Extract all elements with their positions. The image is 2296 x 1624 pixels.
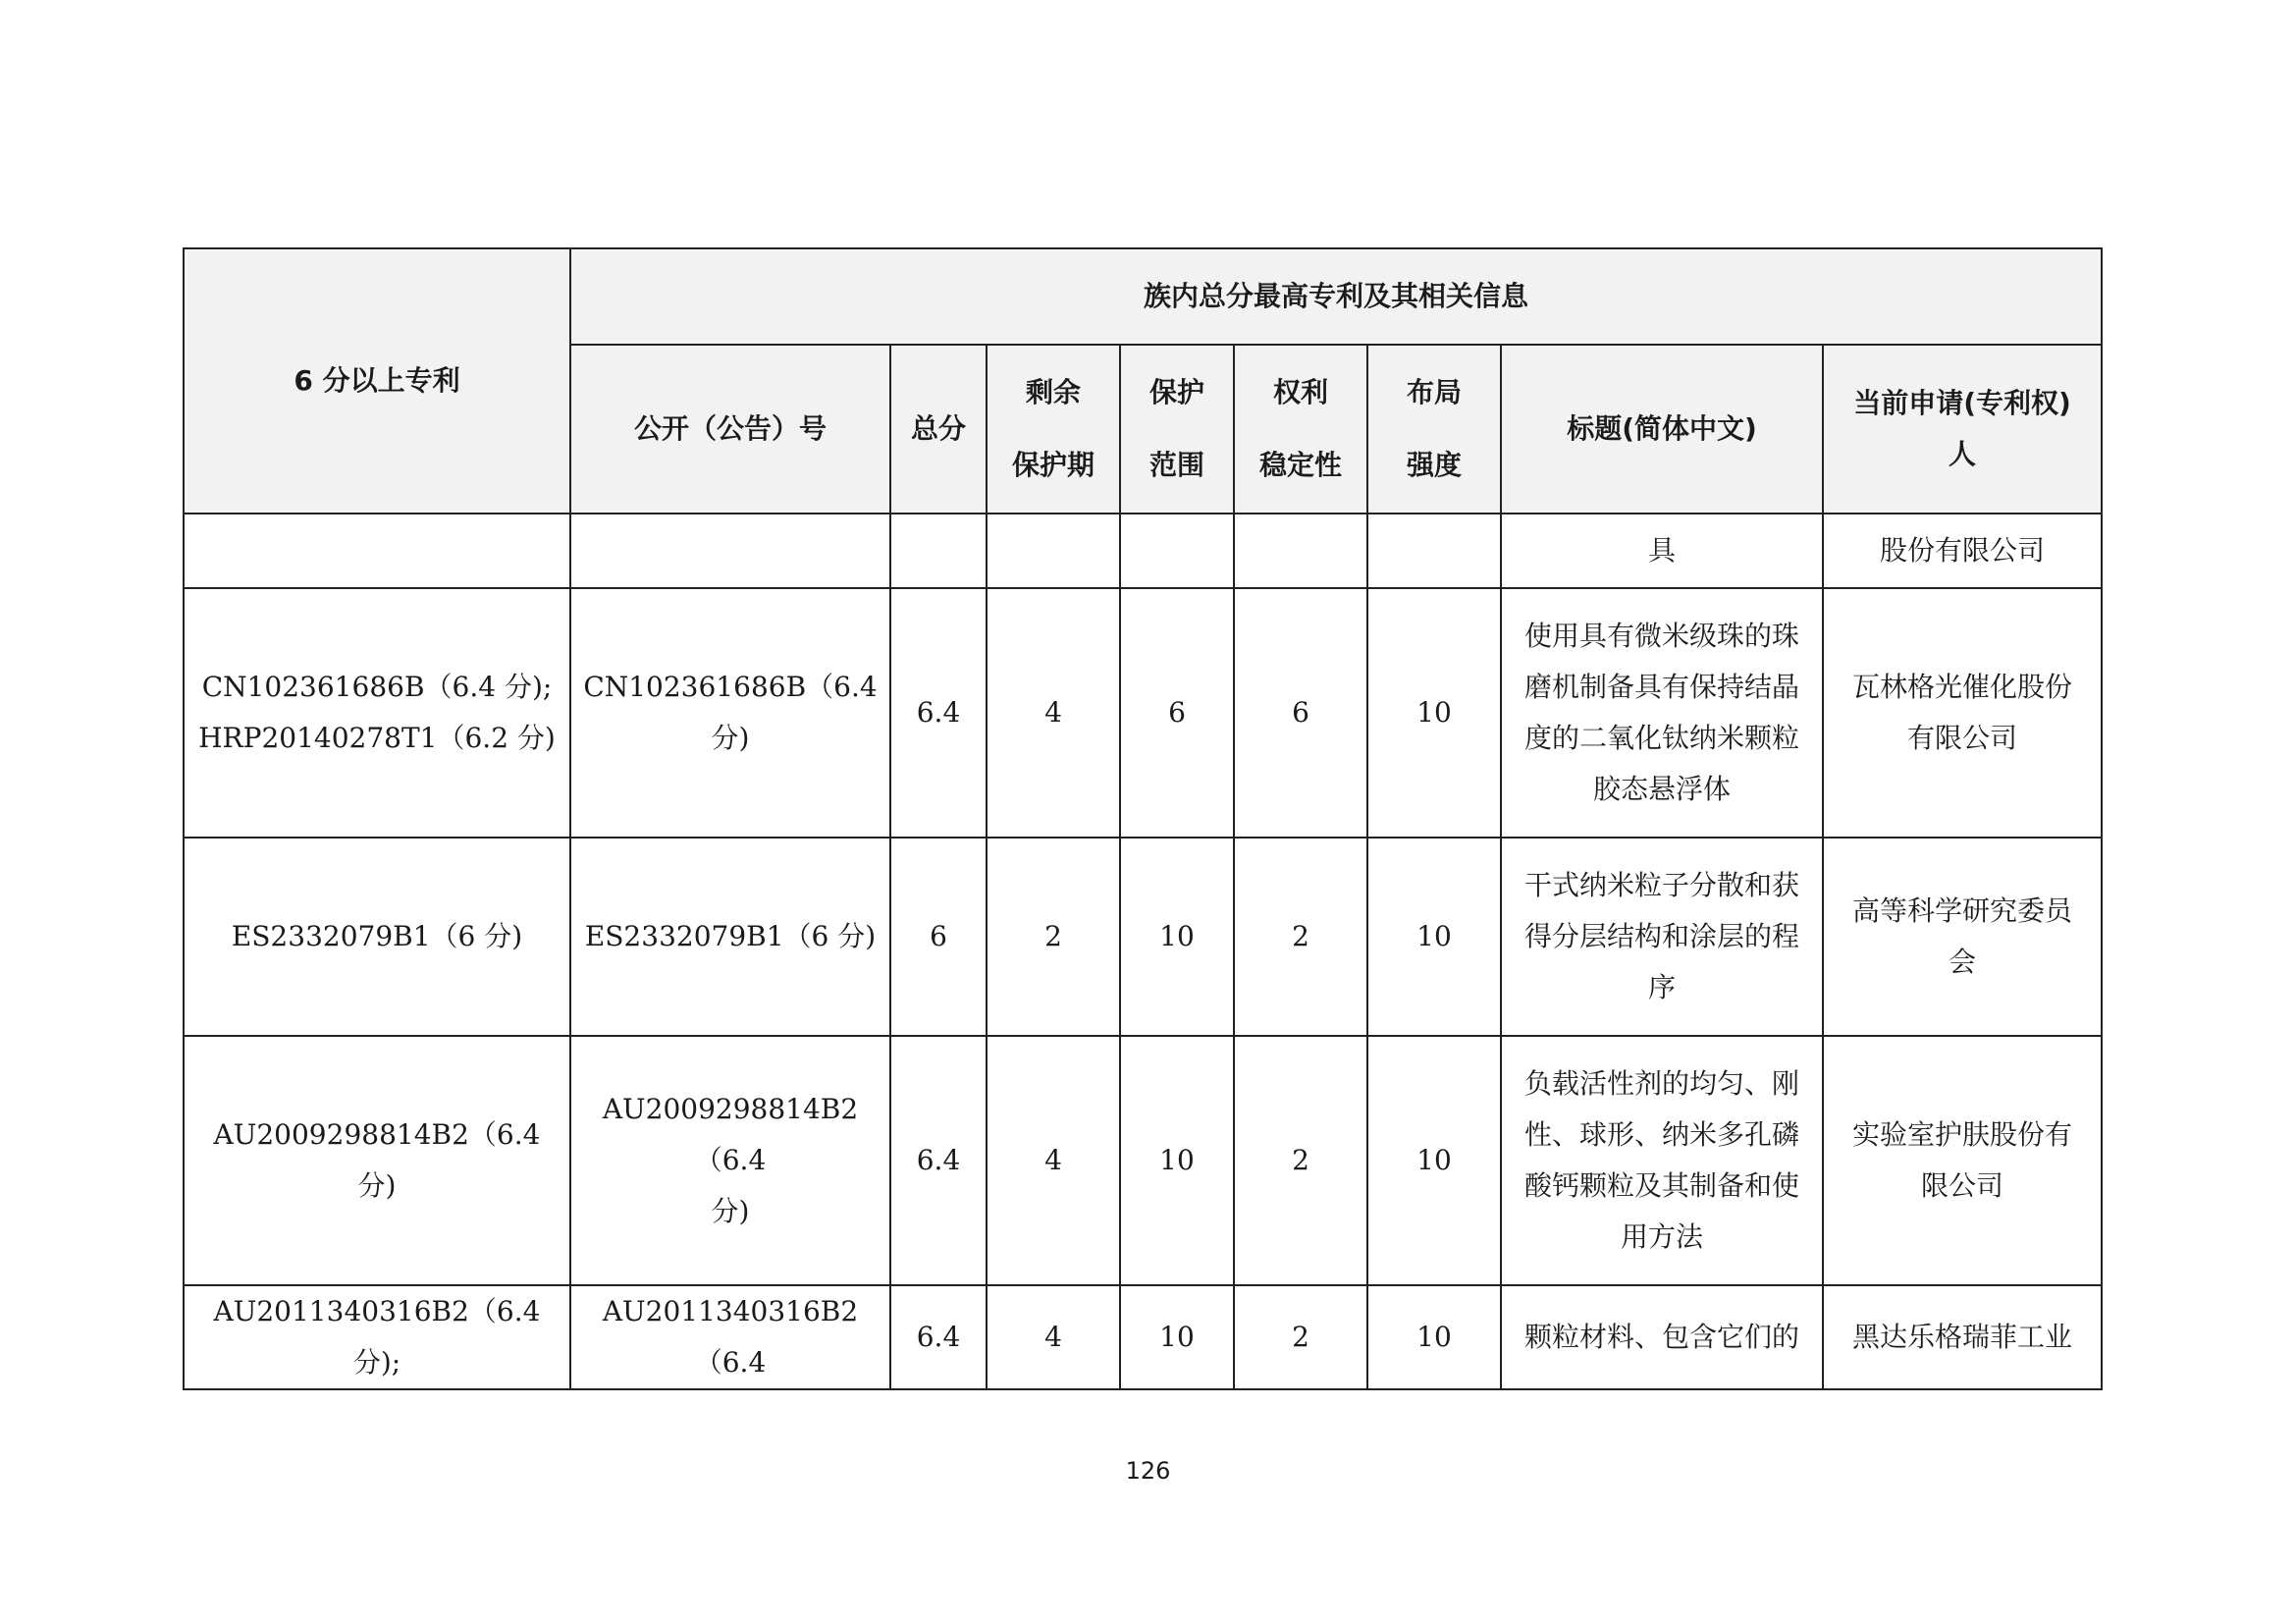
cell-pub-no bbox=[570, 838, 890, 1036]
cell-stability bbox=[1234, 514, 1367, 588]
cell-title-line: 胶态悬浮体 bbox=[1592, 773, 1731, 805]
cell-pub-no bbox=[570, 1285, 890, 1389]
cell-patents-line: CN102361686B（6.4 分); bbox=[201, 671, 553, 703]
cell-remain: 2 bbox=[987, 838, 1120, 1036]
cell-applicant bbox=[1823, 514, 2102, 588]
cell-title bbox=[1501, 1285, 1823, 1389]
cell-title-line: 性、球形、纳米多孔磷 bbox=[1523, 1118, 1799, 1151]
cell-layout: 10 bbox=[1367, 1285, 1501, 1389]
cell-patents bbox=[184, 588, 570, 838]
cell-pub-no bbox=[570, 1036, 890, 1285]
cell-title bbox=[1501, 514, 1823, 588]
cell-layout bbox=[1367, 514, 1501, 588]
header-title: 标题(简体中文) bbox=[1501, 345, 1823, 514]
cell-remain: 4 bbox=[987, 588, 1120, 838]
header-remaining-term bbox=[987, 345, 1120, 514]
cell-scope: 10 bbox=[1120, 1036, 1234, 1285]
cell-applicant bbox=[1823, 1285, 2102, 1389]
cell-remain: 4 bbox=[987, 1285, 1120, 1389]
cell-patents-line: HRP20140278T1（6.2 分) bbox=[198, 722, 556, 754]
table-row bbox=[184, 588, 2102, 838]
cell-applicant-line: 高等科学研究委员 bbox=[1851, 894, 2072, 927]
header-protection-scope-line1: 保护 bbox=[1148, 376, 1204, 408]
cell-patents-line: AU2011340316B2（6.4 分); bbox=[213, 1295, 541, 1379]
cell-stability: 2 bbox=[1234, 1285, 1367, 1389]
cell-title bbox=[1501, 838, 1823, 1036]
cell-title-line: 干式纳米粒子分散和获 bbox=[1523, 869, 1799, 901]
header-applicant-line2: 人 bbox=[1948, 438, 1976, 470]
cell-patents-line: AU2009298814B2（6.4 分) bbox=[213, 1118, 541, 1202]
cell-applicant-line: 实验室护肤股份有 bbox=[1851, 1118, 2072, 1151]
cell-stability: 6 bbox=[1234, 588, 1367, 838]
header-protection-scope-line2: 范围 bbox=[1148, 449, 1204, 481]
cell-stability: 2 bbox=[1234, 838, 1367, 1036]
table-row bbox=[184, 1036, 2102, 1285]
header-pub-no: 公开（公告）号 bbox=[570, 345, 890, 514]
cell-pub-no-line: CN102361686B（6.4 分) bbox=[583, 671, 878, 754]
cell-total: 6.4 bbox=[890, 588, 987, 838]
header-remaining-term-line2: 保护期 bbox=[1011, 449, 1095, 481]
cell-patents bbox=[184, 1036, 570, 1285]
cell-title-line: 负载活性剂的均匀、刚 bbox=[1523, 1067, 1799, 1100]
cell-title-line: 颗粒材料、包含它们的 bbox=[1523, 1321, 1799, 1353]
cell-patents bbox=[184, 514, 570, 588]
cell-pub-no-line: 分) bbox=[711, 1195, 750, 1227]
cell-total bbox=[890, 514, 987, 588]
cell-applicant bbox=[1823, 588, 2102, 838]
cell-title-line: 序 bbox=[1647, 971, 1676, 1003]
cell-title bbox=[1501, 1036, 1823, 1285]
cell-pub-no-line: AU2009298814B2（6.4 bbox=[602, 1093, 859, 1176]
header-group-top-patent-info: 族内总分最高专利及其相关信息 bbox=[570, 248, 2102, 345]
cell-scope bbox=[1120, 514, 1234, 588]
header-right-stability bbox=[1234, 345, 1367, 514]
cell-applicant-line: 会 bbox=[1948, 946, 1976, 978]
cell-stability: 2 bbox=[1234, 1036, 1367, 1285]
cell-patents-line: ES2332079B1（6 分) bbox=[231, 920, 523, 952]
header-protection-scope bbox=[1120, 345, 1234, 514]
cell-title-line: 度的二氧化钛纳米颗粒 bbox=[1523, 722, 1799, 754]
table-row bbox=[184, 1285, 2102, 1389]
cell-total: 6 bbox=[890, 838, 987, 1036]
cell-title-line: 用方法 bbox=[1620, 1220, 1703, 1253]
header-applicant-line1: 当前申请(专利权) bbox=[1853, 387, 2071, 419]
header-remaining-term-line1: 剩余 bbox=[1025, 376, 1081, 408]
table-row bbox=[184, 514, 2102, 588]
cell-title-line: 酸钙颗粒及其制备和使 bbox=[1523, 1169, 1799, 1202]
table-row bbox=[184, 838, 2102, 1036]
cell-remain: 4 bbox=[987, 1036, 1120, 1285]
cell-applicant bbox=[1823, 838, 2102, 1036]
cell-applicant bbox=[1823, 1036, 2102, 1285]
cell-title-line: 得分层结构和涂层的程 bbox=[1523, 920, 1799, 952]
cell-total: 6.4 bbox=[890, 1285, 987, 1389]
header-right-stability-line1: 权利 bbox=[1272, 376, 1328, 408]
cell-scope: 10 bbox=[1120, 838, 1234, 1036]
patent-table bbox=[183, 247, 2103, 1390]
cell-pub-no bbox=[570, 588, 890, 838]
header-layout-strength bbox=[1367, 345, 1501, 514]
cell-applicant-line: 股份有限公司 bbox=[1879, 534, 2045, 567]
header-total-score: 总分 bbox=[890, 345, 987, 514]
cell-patents bbox=[184, 838, 570, 1036]
cell-applicant-line: 有限公司 bbox=[1906, 722, 2017, 754]
cell-scope: 6 bbox=[1120, 588, 1234, 838]
cell-pub-no bbox=[570, 514, 890, 588]
cell-remain bbox=[987, 514, 1120, 588]
page-number: 126 bbox=[1125, 1457, 1171, 1485]
header-right-stability-line2: 稳定性 bbox=[1258, 449, 1342, 481]
cell-title-line: 具 bbox=[1647, 534, 1676, 567]
cell-title-line: 磨机制备具有保持结晶 bbox=[1523, 671, 1799, 703]
cell-title-line: 使用具有微米级珠的珠 bbox=[1523, 620, 1799, 652]
cell-pub-no-line: AU2011340316B2（6.4 bbox=[602, 1295, 859, 1379]
header-layout-strength-line1: 布局 bbox=[1406, 376, 1462, 408]
cell-applicant-line: 黑达乐格瑞菲工业 bbox=[1851, 1321, 2072, 1353]
cell-applicant-line: 限公司 bbox=[1920, 1169, 2003, 1202]
cell-applicant-line: 瓦林格光催化股份 bbox=[1851, 671, 2072, 703]
cell-patents bbox=[184, 1285, 570, 1389]
header-six-plus-patents: 6 分以上专利 bbox=[184, 248, 570, 514]
cell-title bbox=[1501, 588, 1823, 838]
cell-pub-no-line: ES2332079B1（6 分) bbox=[584, 920, 877, 952]
header-applicant bbox=[1823, 345, 2102, 514]
cell-total: 6.4 bbox=[890, 1036, 987, 1285]
cell-scope: 10 bbox=[1120, 1285, 1234, 1389]
header-layout-strength-line2: 强度 bbox=[1406, 449, 1462, 481]
cell-layout: 10 bbox=[1367, 1036, 1501, 1285]
cell-layout: 10 bbox=[1367, 588, 1501, 838]
cell-layout: 10 bbox=[1367, 838, 1501, 1036]
